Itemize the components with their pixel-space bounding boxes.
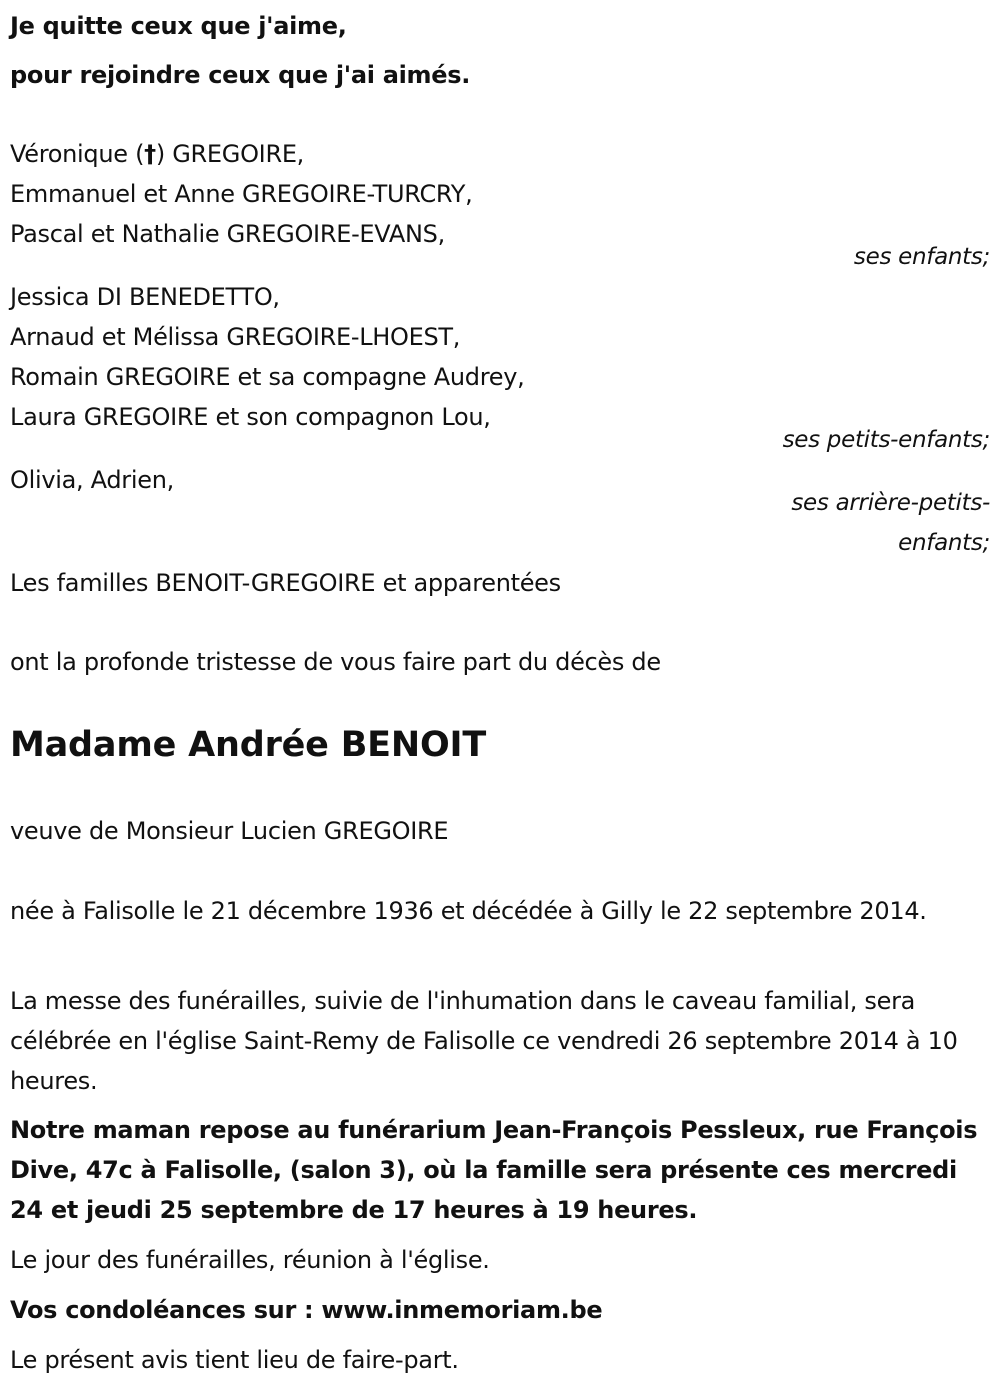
announcement-text: ont la profonde tristesse de vous faire part du décès de <box>10 648 661 676</box>
deceased-name: Madame Andrée BENOIT <box>10 725 487 765</box>
child-name <box>10 134 304 174</box>
grandchild-name: Arnaud et Mélissa GREGOIRE-LHOEST, <box>10 323 461 351</box>
great-grandchildren-label-line-2: enfants; <box>898 530 990 556</box>
birth-death-text: née à Falisolle le 21 décembre 1936 et décédée à Gilly le 22 septembre 2014. <box>10 897 927 925</box>
great-grandchild-name: Olivia, Adrien, <box>10 466 174 494</box>
condolences-link[interactable]: www.inmemoriam.be <box>321 1296 603 1324</box>
grandchild-name: Jessica DI BENEDETTO, <box>10 283 280 311</box>
great-grandchildren-label-line-1: ses arrière-petits- <box>791 490 990 516</box>
visitation-text: Notre maman repose au funérarium Jean-François Pessleux, rue François Dive, 47c à Falisolle, (salon 3), où la famille sera présente ces mercredi 24 et jeudi 25 septembre de 17 heures à 19 heures. <box>10 1116 978 1224</box>
grandchild-name: Laura GREGOIRE et son compagnon Lou, <box>10 403 491 431</box>
closing-text: Le présent avis tient lieu de faire-part. <box>10 1346 459 1374</box>
child-name-text: Véronique ( <box>10 140 145 168</box>
condolences-line <box>10 1290 602 1330</box>
families-text: Les familles BENOIT-GREGOIRE et apparentées <box>10 569 561 597</box>
widow-of-text: veuve de Monsieur Lucien GREGOIRE <box>10 817 449 845</box>
child-name: Pascal et Nathalie GREGOIRE-EVANS, <box>10 220 445 248</box>
grandchildren-label: ses petits-enfants; <box>782 427 990 453</box>
deceased-cross-icon: † <box>144 140 156 168</box>
epigraph-line-1: Je quitte ceux que j'aime, <box>10 12 347 40</box>
condolences-prefix: Vos condoléances sur : <box>10 1296 322 1324</box>
epigraph-line-2: pour rejoindre ceux que j'ai aimés. <box>10 61 471 89</box>
child-name-text: ) GREGOIRE, <box>155 140 305 168</box>
children-label: ses enfants; <box>853 244 990 270</box>
child-name: Emmanuel et Anne GREGOIRE-TURCRY, <box>10 180 473 208</box>
grandchild-name: Romain GREGOIRE et sa compagne Audrey, <box>10 363 525 391</box>
meeting-text: Le jour des funérailles, réunion à l'église. <box>10 1246 490 1274</box>
funeral-text: La messe des funérailles, suivie de l'inhumation dans le caveau familial, sera célébrée en l'église Saint-Remy de Falisolle ce vendredi 26 septembre 2014 à 10 heures. <box>10 987 958 1095</box>
